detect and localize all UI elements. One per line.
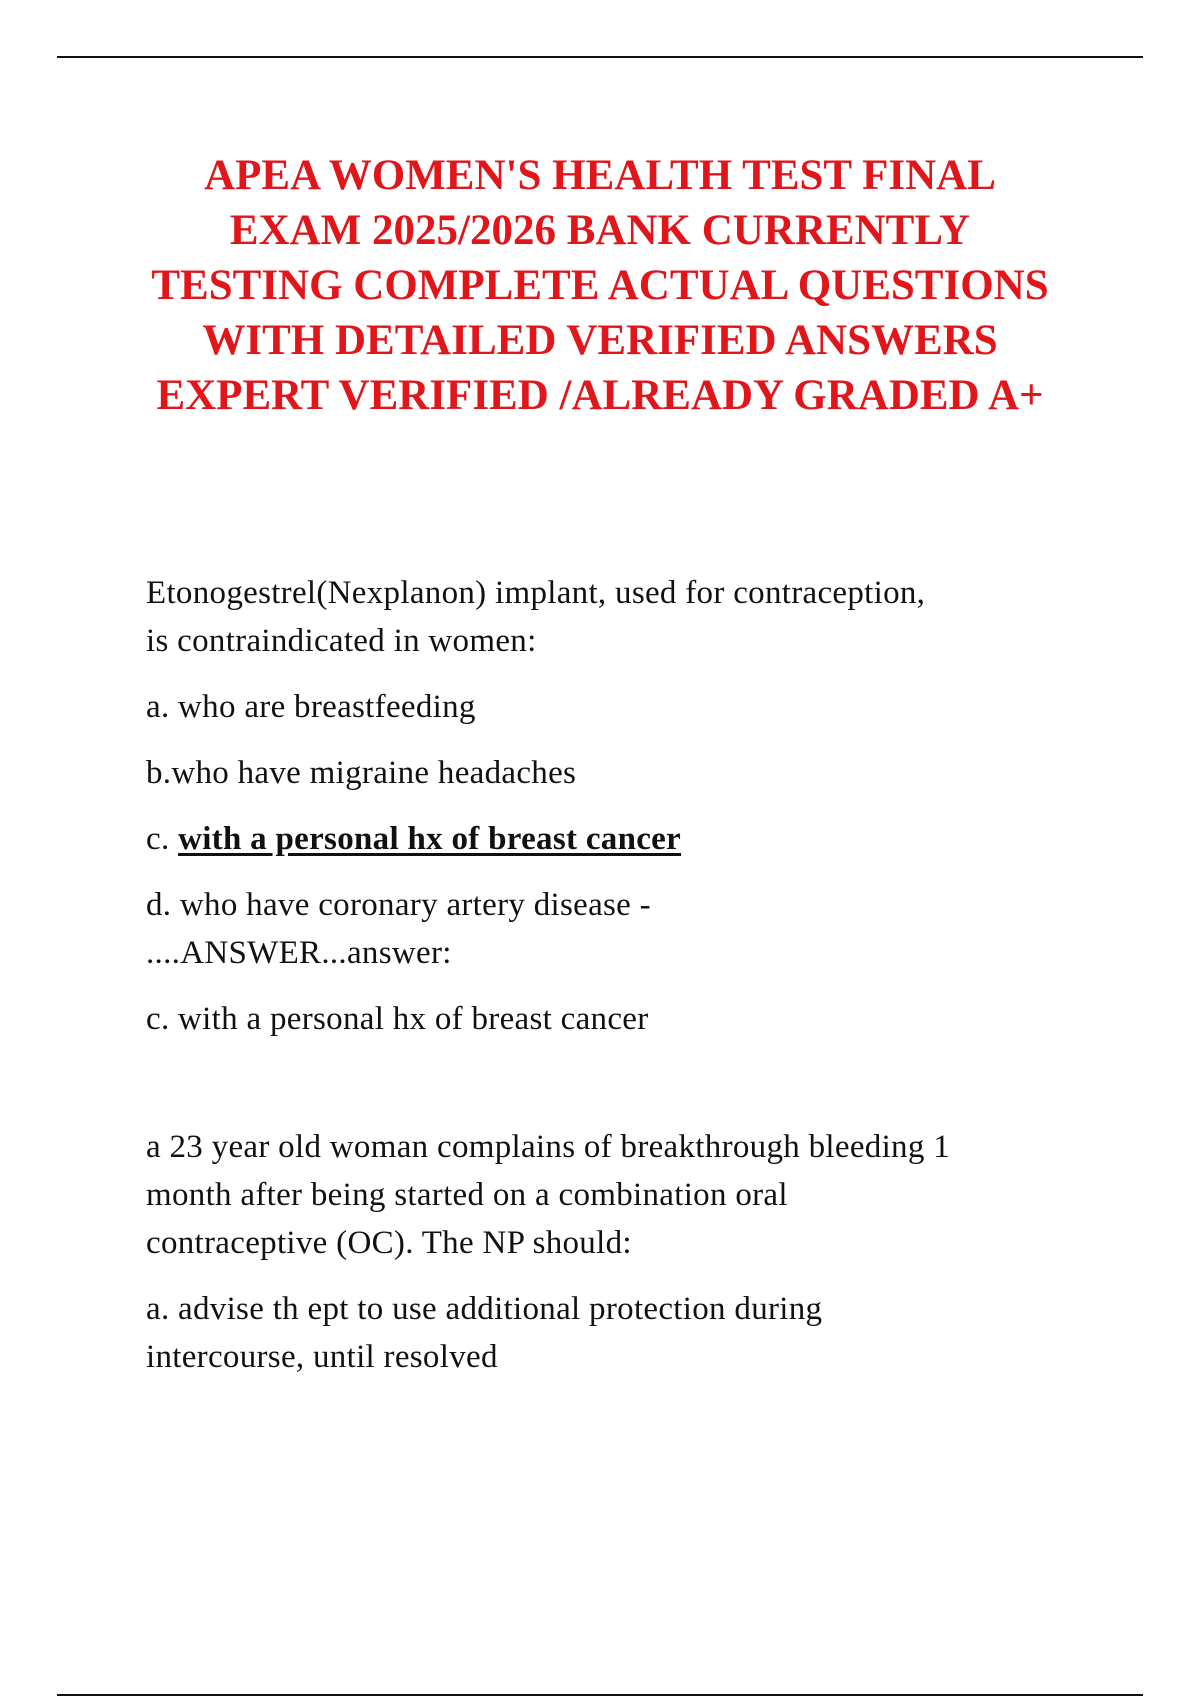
- question-2-option-a-line-2: intercourse, until resolved: [146, 1339, 498, 1375]
- question-1-option-d-line-2: ....ANSWER...answer:: [146, 935, 452, 971]
- question-2-stem-line-1: a 23 year old woman complains of breakthrough bleeding 1: [146, 1129, 950, 1165]
- title-line-3: TESTING COMPLETE ACTUAL QUESTIONS: [151, 262, 1049, 309]
- question-1-option-d-line-1: d. who have coronary artery disease -: [146, 887, 651, 923]
- question-2-stem-line-2: month after being started on a combination oral: [146, 1177, 788, 1213]
- bottom-rule: [57, 1694, 1143, 1696]
- question-2-stem-line-3: contraceptive (OC). The NP should:: [146, 1225, 632, 1261]
- document-title: [100, 148, 1100, 423]
- question-1-option-d: [146, 881, 1106, 977]
- question-1-stem: [146, 569, 1106, 665]
- top-rule: [57, 56, 1143, 58]
- question-1-option-c: [146, 815, 1106, 863]
- question-2-option-a: [146, 1285, 1106, 1381]
- question-1-option-a: a. who are breastfeeding: [146, 689, 476, 725]
- title-line-1: APEA WOMEN'S HEALTH TEST FINAL: [204, 152, 996, 199]
- question-1-option-b: b.who have migraine headaches: [146, 755, 577, 791]
- title-line-2: EXAM 2025/2026 BANK CURRENTLY: [229, 207, 971, 254]
- question-1-stem-line-2: is contraindicated in women:: [146, 623, 537, 659]
- title-line-5: EXPERT VERIFIED /ALREADY GRADED A+: [156, 372, 1044, 419]
- option-c-prefix: c.: [146, 821, 179, 857]
- question-2-option-a-line-1: a. advise th ept to use additional protection during: [146, 1291, 823, 1327]
- option-c-highlighted-answer: with a personal hx of breast cancer: [178, 821, 682, 857]
- document-body: [146, 569, 1106, 1381]
- title-line-4: WITH DETAILED VERIFIED ANSWERS: [202, 317, 998, 364]
- question-2-stem: [146, 1123, 1106, 1267]
- question-1-answer: c. with a personal hx of breast cancer: [146, 1001, 649, 1037]
- question-1-stem-line-1: Etonogestrel(Nexplanon) implant, used for contraception,: [146, 575, 926, 611]
